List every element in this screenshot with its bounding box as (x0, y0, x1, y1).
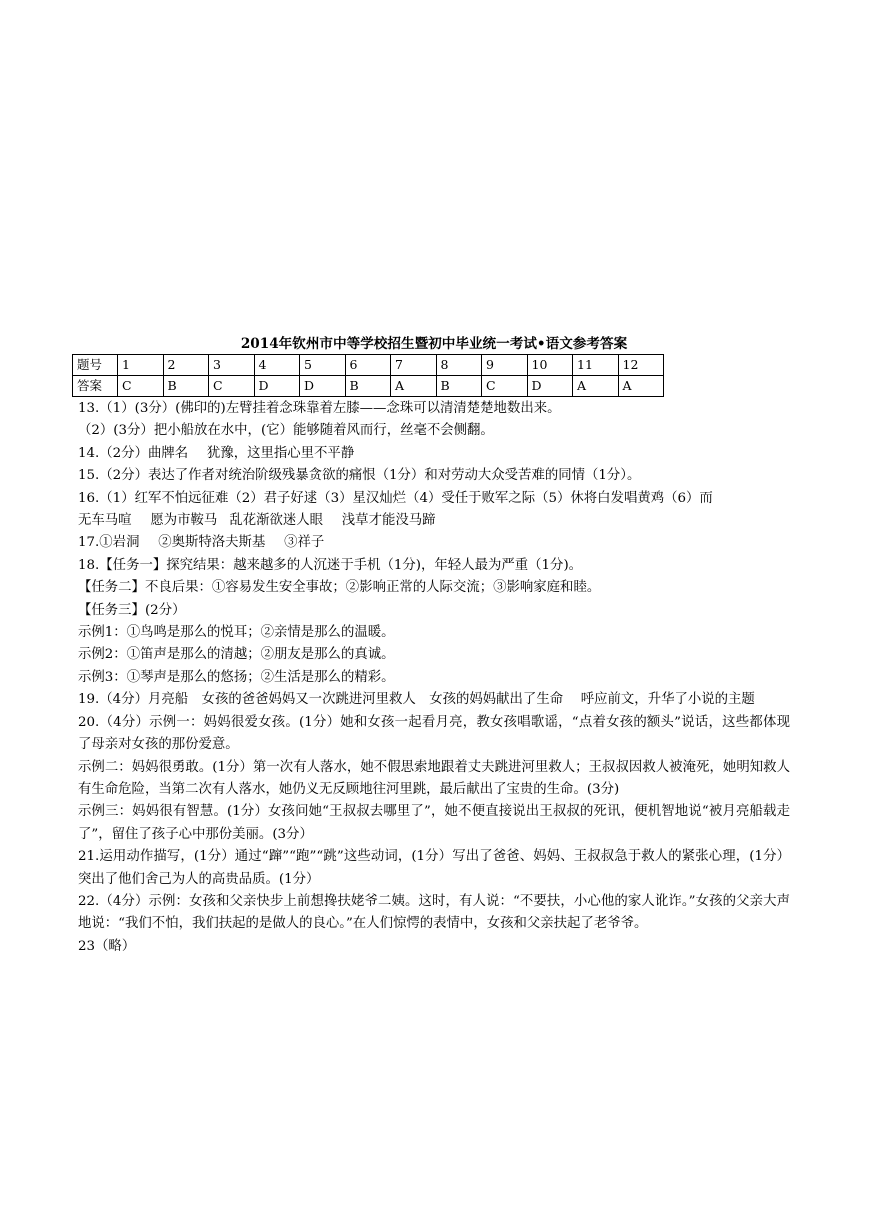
page-title: 2014年钦州市中等学校招生暨初中毕业统一考试•语文参考答案 (240, 336, 628, 352)
answer-18-task1: 18.【任务一】探究结果：越来越多的人沉迷于手机（1分)，年轻人最为严重（1分)。 (78, 557, 583, 573)
answer-20-example3: 示例三：妈妈很有智慧。(1分）女孩问她“王叔叔去哪里了”，她不便直接说出王叔叔的死讯，便机智地说“被月亮船载走了”，留住了孩子心中那份美丽。(3分） (78, 804, 790, 842)
answer-17-part-c: ③祥子 (284, 535, 325, 551)
table-cell: 10 (527, 355, 573, 376)
answer-16-cont (78, 510, 790, 532)
answer-18-example1: 示例1：①鸟鸣是那么的悦耳；②亲情是那么的温暖。 (78, 625, 395, 641)
answer-14-part2: 犹豫，这里指心里不平静 (206, 445, 355, 461)
table-cell: C (482, 376, 528, 397)
table-row-answers (73, 376, 664, 397)
answer-16-part-a: 无车马喧 (78, 513, 132, 529)
table-cell: A (573, 376, 619, 397)
answer-17-part-a: 17.①岩洞 (78, 535, 140, 551)
answer-14-part1: 14.（2分）曲牌名 (78, 445, 189, 461)
answer-18-example3: 示例3：①琴声是那么的悠扬；②生活是那么的精彩。 (78, 669, 395, 685)
table-cell: 1 (118, 355, 164, 376)
table-cell: B (163, 376, 209, 397)
answer-table (72, 354, 664, 397)
table-cell: 11 (573, 355, 619, 376)
table-cell: B (436, 376, 482, 397)
table-cell: 5 (300, 355, 346, 376)
answer-13-2: （2）(3分）把小船放在水中，(它）能够随着风而行，丝毫不会侧翻。 (78, 423, 494, 439)
table-cell: A (618, 376, 664, 397)
table-cell: A (391, 376, 437, 397)
table-cell: 8 (436, 355, 482, 376)
table-cell: 7 (391, 355, 437, 376)
answer-23: 23（略） (78, 938, 136, 954)
answer-17-part-b: ②奥斯特洛夫斯基 (158, 535, 266, 551)
table-header-number: 题号 (73, 355, 118, 376)
table-cell: D (254, 376, 300, 397)
table-header-answer: 答案 (73, 376, 118, 397)
table-cell: 6 (345, 355, 391, 376)
answer-15: 15.（2分）表达了作者对统治阶级残暴贪欲的痛恨（1分）和对劳动大众受苦难的同情（1分）。 (78, 468, 641, 484)
table-row-numbers (73, 355, 664, 376)
answer-16: 16.（1）红军不怕远征难（2）君子好逑（3）星汉灿烂（4）受任于败军之际（5）休将白发唱黄鸡（6）而 (78, 490, 713, 506)
answer-16-part-d: 浅草才能没马蹄 (341, 513, 436, 529)
table-cell: 9 (482, 355, 528, 376)
table-cell: C (209, 376, 255, 397)
table-cell: 2 (163, 355, 209, 376)
answer-18-task3: 【任务三】(2分） (78, 602, 186, 618)
answer-16-part-c: 乱花渐欲迷人眼 (229, 513, 324, 529)
answer-20-example1: 20.（4分）示例一：妈妈很爱女孩。(1分）她和女孩一起看月亮，教女孩唱歌谣，“点着女孩的额头”说话，这些都体现了母亲对女孩的那份爱意。 (78, 714, 790, 753)
answer-19: 19.（4分）月亮船 女孩的爸爸妈妈又一次跳进河里救人 女孩的妈妈献出了生命 呼应前文，升华了小说的主题 (78, 692, 755, 708)
answer-21: 21.运用动作描写，(1分）通过“蹿”“跑”“跳”这些动词，(1分）写出了爸爸、妈妈、王叔叔急于救人的紧张心理，(1分）突出了他们舍己为人的高贵品质。(1分） (78, 849, 790, 887)
answer-20-example2: 示例二：妈妈很勇敢。(1分）第一次有人落水，她不假思索地跟着丈夫跳进河里救人；王叔叔因救人被淹死，她明知救人有生命危险，当第二次有人落水，她仍义无反顾地往河里跳，最后献出了宝贵的生命。(3分) (78, 759, 790, 797)
table-cell: 3 (209, 355, 255, 376)
answer-18-task2: 【任务二】不良后果：①容易发生安全事故；②影响正常的人际交流；③影响家庭和睦。 (78, 580, 601, 596)
table-cell: 12 (618, 355, 664, 376)
table-cell: D (527, 376, 573, 397)
answer-17 (78, 532, 790, 554)
table-cell: C (118, 376, 164, 397)
table-cell: D (300, 376, 346, 397)
answer-18-example2: 示例2：①笛声是那么的清越；②朋友是那么的真诚。 (78, 647, 395, 663)
answer-13-1: 13.（1）(3分）(佛印的)左臂挂着念珠靠着左膝——念珠可以清清楚楚地数出来。 (78, 401, 561, 416)
answer-16-part-b: 愿为市鞍马 (150, 513, 218, 529)
answer-22: 22.（4分）示例：女孩和父亲快步上前想搀扶姥爷二姨。这时，有人说：“不要扶，小心他的家人讹诈。”女孩的父亲大声地说：“我们不怕，我们扶起的是做人的良心。”在人们惊愕的表情中，女孩和父亲扶起了老爷爷。 (78, 893, 790, 932)
table-cell: 4 (254, 355, 300, 376)
table-cell: B (345, 376, 391, 397)
answer-sheet (78, 334, 790, 958)
answer-14 (78, 443, 790, 465)
